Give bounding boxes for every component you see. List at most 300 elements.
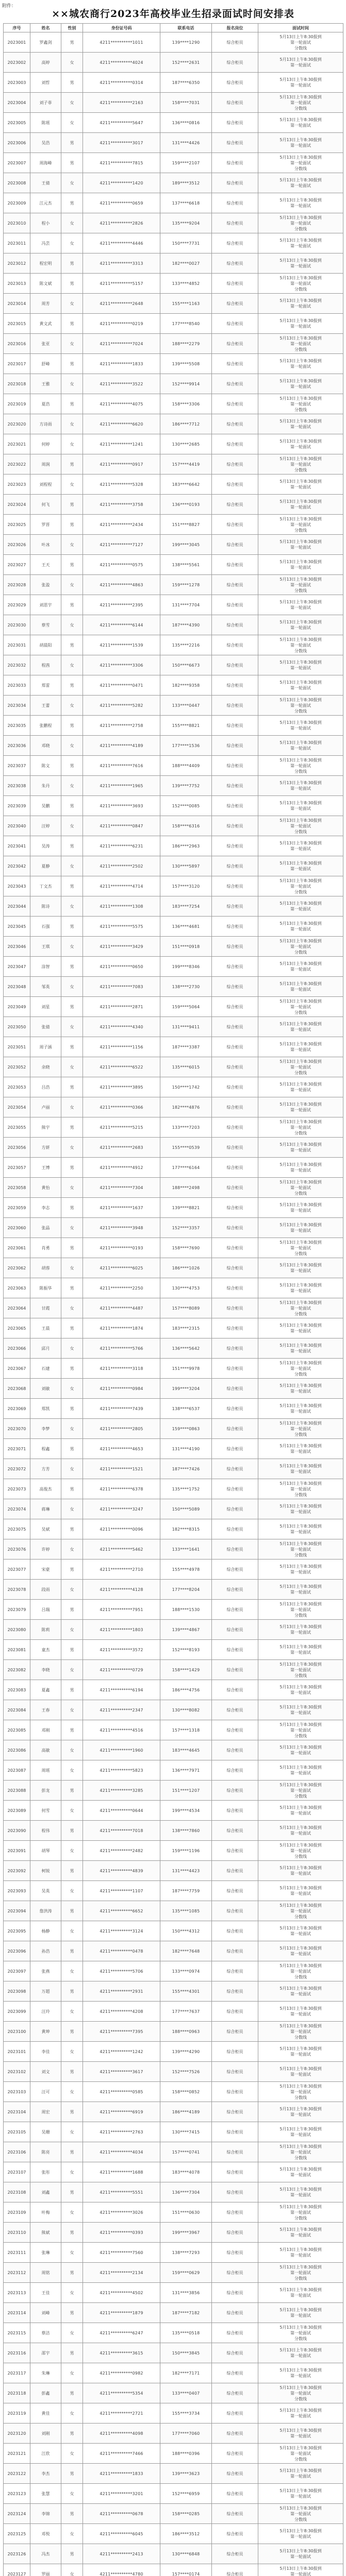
cell-id-number: 4211**********7439 — [83, 1399, 160, 1419]
cell-position: 综合柜员 — [212, 32, 258, 53]
cell-seq: 2023090 — [4, 1821, 30, 1841]
table-row — [4, 1379, 343, 1399]
cell-id-number: 4211**********7127 — [83, 535, 160, 555]
cell-position: 综合柜员 — [212, 515, 258, 535]
cell-gender: 男 — [61, 2504, 83, 2524]
cell-phone: 139****8821 — [160, 1198, 212, 1218]
cell-position: 综合柜员 — [212, 1479, 258, 1499]
cell-name: 胡蓉 — [30, 1258, 61, 1278]
cell-phone: 130****8082 — [160, 1700, 212, 1720]
cell-gender: 女 — [61, 1921, 83, 1941]
cell-interview-time: 5月13日上午8:30报到 第一轮面试 — [258, 73, 343, 93]
cell-interview-time: 5月13日上午8:30报到 第一轮面试 — [258, 1338, 343, 1359]
cell-phone: 159****0863 — [160, 1419, 212, 1439]
table-row — [4, 1560, 343, 1580]
cell-gender: 女 — [61, 696, 83, 716]
cell-interview-time: 5月13日上午8:30报到 第一轮面试 — [258, 1941, 343, 1961]
cell-phone: 150****4312 — [160, 1921, 212, 1941]
cell-seq: 2023107 — [4, 2162, 30, 2182]
cell-name: 张倩 — [30, 1017, 61, 1037]
cell-gender: 男 — [61, 1158, 83, 1178]
cell-phone: 157****4419 — [160, 454, 212, 474]
table-row — [4, 1238, 343, 1258]
cell-gender: 男 — [61, 1399, 83, 1419]
cell-seq: 2023061 — [4, 1238, 30, 1258]
cell-interview-time: 5月13日上午8:30报到 第一轮面试 — [258, 1821, 343, 1841]
cell-seq: 2023091 — [4, 1841, 30, 1861]
table-row — [4, 1921, 343, 1941]
cell-gender: 男 — [61, 2383, 83, 2403]
cell-position: 综合柜员 — [212, 1740, 258, 1760]
cell-position: 综合柜员 — [212, 2504, 258, 2524]
cell-id-number: 4211**********3247 — [83, 1499, 160, 1519]
table-row — [4, 675, 343, 696]
cell-id-number: 4211**********1521 — [83, 1459, 160, 1479]
cell-interview-time: 5月13日上午8:30报到 第一轮面试 — [258, 1700, 343, 1720]
cell-name: 陈诗 — [30, 896, 61, 917]
cell-interview-time: 5月13日上午8:30报到 第一轮面试 — [258, 2182, 343, 2202]
cell-id-number: 4211**********3124 — [83, 1921, 160, 1941]
cell-position: 综合柜员 — [212, 1359, 258, 1379]
cell-id-number: 4211**********0585 — [83, 2082, 160, 2102]
cell-interview-time: 5月13日上午8:30报到 第一轮面试 — [258, 1318, 343, 1338]
cell-seq: 2023125 — [4, 2524, 30, 2544]
cell-seq: 2023070 — [4, 1419, 30, 1439]
cell-id-number: 4211**********6194 — [83, 1680, 160, 1700]
cell-seq: 2023010 — [4, 213, 30, 233]
cell-seq: 2023057 — [4, 1158, 30, 1178]
cell-name: 舒峰 — [30, 354, 61, 374]
cell-interview-time: 5月13日上午8:30报到 第一轮面试 — [258, 133, 343, 153]
cell-phone: 183****4078 — [160, 2162, 212, 2182]
cell-seq: 2023083 — [4, 1680, 30, 1700]
table-row — [4, 1881, 343, 1901]
cell-seq: 2023088 — [4, 1781, 30, 1801]
cell-interview-time: 5月13日上午8:30报到 第一轮面试 分数线 — [258, 93, 343, 113]
cell-phone: 136****0816 — [160, 113, 212, 133]
cell-position: 综合柜员 — [212, 2002, 258, 2022]
cell-position: 综合柜员 — [212, 495, 258, 515]
cell-interview-time: 5月13日上午8:30报到 第一轮面试 — [258, 1760, 343, 1781]
cell-name: 黄文武 — [30, 314, 61, 334]
cell-gender: 男 — [61, 756, 83, 776]
cell-seq: 2023096 — [4, 1941, 30, 1961]
cell-seq: 2023062 — [4, 1258, 30, 1278]
cell-id-number: 4211**********7304 — [83, 1178, 160, 1198]
cell-name: 方芳 — [30, 1459, 61, 1479]
table-row — [4, 957, 343, 977]
cell-name: 柯锐 — [30, 1861, 61, 1881]
cell-id-number: 4211**********3429 — [83, 937, 160, 957]
cell-phone: 188****2498 — [160, 1178, 212, 1198]
cell-name: 邓晓 — [30, 736, 61, 756]
cell-interview-time: 5月13日上午8:30报到 第一轮面试 分数线 — [258, 1238, 343, 1258]
cell-gender: 男 — [61, 917, 83, 937]
cell-interview-time: 5月13日上午8:30报到 第一轮面试 — [258, 113, 343, 133]
cell-name: 邹英 — [30, 977, 61, 997]
cell-name: 刘峰 — [30, 2303, 61, 2323]
cell-seq: 2023092 — [4, 1861, 30, 1881]
cell-id-number: 4211**********0314 — [83, 73, 160, 93]
cell-seq: 2023003 — [4, 73, 30, 93]
table-row — [4, 2343, 343, 2363]
cell-name: 胡晨阳 — [30, 635, 61, 655]
cell-interview-time: 5月13日上午8:30报到 第一轮面试 — [258, 294, 343, 314]
table-row — [4, 2484, 343, 2504]
cell-phone: 199****4534 — [160, 1801, 212, 1821]
cell-name: 刘星 — [30, 997, 61, 1017]
cell-interview-time: 5月13日上午8:30报到 第一轮面试 — [258, 53, 343, 73]
cell-gender: 男 — [61, 2102, 83, 2122]
cell-name: 高敏 — [30, 1740, 61, 1760]
cell-gender: 女 — [61, 233, 83, 253]
cell-seq: 2023079 — [4, 1600, 30, 1620]
table-row — [4, 294, 343, 314]
cell-seq: 2023086 — [4, 1740, 30, 1760]
cell-position: 综合柜员 — [212, 635, 258, 655]
cell-interview-time: 5月13日上午8:30报到 第一轮面试 分数线 — [258, 816, 343, 836]
cell-gender: 女 — [61, 1218, 83, 1238]
cell-name: 陈瑶 — [30, 113, 61, 133]
cell-position: 综合柜员 — [212, 1680, 258, 1700]
cell-interview-time: 5月13日上午8:30报到 第一轮面试 — [258, 555, 343, 575]
cell-position: 综合柜员 — [212, 2524, 258, 2544]
cell-phone: 158****6316 — [160, 816, 212, 836]
cell-name: 刘思宇 — [30, 595, 61, 615]
cell-position: 综合柜员 — [212, 454, 258, 474]
cell-interview-time: 5月13日上午8:30报到 第一轮面试 — [258, 1580, 343, 1600]
cell-interview-time: 5月13日上午8:30报到 第一轮面试 分数线 — [258, 1419, 343, 1439]
cell-phone: 136****0193 — [160, 495, 212, 515]
cell-interview-time: 5月13日上午8:30报到 第一轮面试 — [258, 796, 343, 816]
cell-seq: 2023004 — [4, 93, 30, 113]
cell-seq: 2023089 — [4, 1801, 30, 1821]
cell-phone: 157****8089 — [160, 1298, 212, 1318]
table-row — [4, 595, 343, 615]
cell-position: 综合柜员 — [212, 957, 258, 977]
cell-phone: 188****0396 — [160, 2444, 212, 2464]
cell-interview-time: 5月13日上午8:30报到 第一轮面试 分数线 — [258, 394, 343, 414]
cell-name: 余晓 — [30, 1057, 61, 1077]
cell-id-number: 4211**********4189 — [83, 736, 160, 756]
cell-name: 吕浩 — [30, 1077, 61, 1097]
cell-name: 冯芸 — [30, 233, 61, 253]
cell-id-number: 4211**********7560 — [83, 2243, 160, 2263]
cell-phone: 159****5064 — [160, 997, 212, 1017]
cell-name: 陈亮 — [30, 2142, 61, 2162]
cell-name: 程小 — [30, 213, 61, 233]
cell-gender: 女 — [61, 1338, 83, 1359]
col-header-interview-time: 面试时间 — [258, 24, 343, 32]
cell-gender: 男 — [61, 2182, 83, 2202]
cell-position: 综合柜员 — [212, 615, 258, 635]
cell-position: 综合柜员 — [212, 937, 258, 957]
cell-position: 综合柜员 — [212, 1861, 258, 1881]
cell-name: 黄坤 — [30, 2022, 61, 2042]
cell-interview-time: 5月13日上午8:30报到 第一轮面试 — [258, 1499, 343, 1519]
cell-name: 孙浩 — [30, 1941, 61, 1961]
cell-position: 综合柜员 — [212, 595, 258, 615]
cell-position: 综合柜员 — [212, 896, 258, 917]
cell-id-number: 4211**********6620 — [83, 414, 160, 434]
cell-phone: 188****0963 — [160, 2022, 212, 2042]
cell-position: 综合柜员 — [212, 213, 258, 233]
cell-seq: 2023087 — [4, 1760, 30, 1781]
cell-id-number: 4211**********3693 — [83, 796, 160, 816]
cell-id-number: 4211**********6378 — [83, 1479, 160, 1499]
cell-gender: 女 — [61, 2042, 83, 2062]
cell-position: 综合柜员 — [212, 1499, 258, 1519]
cell-interview-time: 5月13日上午8:30报到 第一轮面试 — [258, 354, 343, 374]
cell-position: 综合柜员 — [212, 1258, 258, 1278]
cell-seq: 2023022 — [4, 454, 30, 474]
cell-gender: 男 — [61, 716, 83, 736]
cell-name: 王琪 — [30, 937, 61, 957]
cell-interview-time: 5月13日上午8:30报到 第一轮面试 分数线 — [258, 1178, 343, 1198]
cell-name: 吴鹏 — [30, 796, 61, 816]
cell-seq: 2023047 — [4, 957, 30, 977]
cell-id-number: 4211**********1960 — [83, 1740, 160, 1760]
cell-interview-time: 5月13日上午8:30报到 第一轮面试 分数线 — [258, 1117, 343, 1138]
cell-interview-time: 5月13日上午8:30报到 第一轮面试 — [258, 434, 343, 454]
cell-seq: 2023056 — [4, 1138, 30, 1158]
cell-position: 综合柜员 — [212, 1841, 258, 1861]
cell-gender: 女 — [61, 334, 83, 354]
cell-id-number: 4211**********1308 — [83, 896, 160, 917]
cell-gender: 男 — [61, 1198, 83, 1218]
cell-phone: 150****7731 — [160, 233, 212, 253]
cell-phone: 199****8346 — [160, 957, 212, 977]
cell-name: 周芳 — [30, 294, 61, 314]
cell-gender: 男 — [61, 1640, 83, 1660]
table-row — [4, 736, 343, 756]
cell-name: 陈文 — [30, 756, 61, 776]
cell-gender: 男 — [61, 2343, 83, 2363]
table-row — [4, 1399, 343, 1419]
cell-id-number: 4211**********0471 — [83, 675, 160, 696]
cell-gender: 女 — [61, 2002, 83, 2022]
cell-name: 冯杰 — [30, 2544, 61, 2564]
cell-phone: 186****4756 — [160, 1680, 212, 1700]
table-row — [4, 1499, 343, 1519]
cell-gender: 女 — [61, 615, 83, 635]
cell-gender: 女 — [61, 2283, 83, 2303]
cell-seq: 2023041 — [4, 836, 30, 856]
cell-gender: 女 — [61, 2323, 83, 2343]
cell-phone: 152****3357 — [160, 1218, 212, 1238]
cell-interview-time: 5月13日上午8:30报到 第一轮面试 — [258, 1680, 343, 1700]
cell-gender: 女 — [61, 977, 83, 997]
cell-seq: 2023055 — [4, 1117, 30, 1138]
cell-id-number: 4211**********1833 — [83, 354, 160, 374]
cell-interview-time: 5月13日上午8:30报到 第一轮面试 分数线 — [258, 2504, 343, 2524]
cell-interview-time: 5月13日上午8:30报到 第一轮面试 — [258, 1620, 343, 1640]
cell-position: 综合柜员 — [212, 1057, 258, 1077]
cell-gender: 男 — [61, 2544, 83, 2564]
cell-id-number: 4211**********7018 — [83, 1821, 160, 1841]
cell-name: 丁文杰 — [30, 876, 61, 896]
table-row — [4, 776, 343, 796]
cell-position: 综合柜员 — [212, 1379, 258, 1399]
cell-phone: 157****0741 — [160, 2142, 212, 2162]
cell-interview-time: 5月13日上午8:30报到 第一轮面试 分数线 — [258, 515, 343, 535]
cell-phone: 187****3387 — [160, 1037, 212, 1057]
cell-id-number: 4211**********2395 — [83, 595, 160, 615]
cell-interview-time: 5月13日上午8:30报到 第一轮面试 — [258, 1278, 343, 1298]
cell-interview-time: 5月13日上午8:30报到 第一轮面试 分数线 — [258, 2323, 343, 2343]
table-row — [4, 2102, 343, 2122]
cell-phone: 136****4681 — [160, 917, 212, 937]
cell-id-number: 4211**********6025 — [83, 1258, 160, 1278]
cell-position: 综合柜员 — [212, 314, 258, 334]
cell-interview-time: 5月13日上午8:30报到 第一轮面试 — [258, 233, 343, 253]
cell-name: 李佳 — [30, 2042, 61, 2062]
cell-id-number: 4211**********2134 — [83, 2263, 160, 2283]
cell-id-number: 4211**********0393 — [83, 2223, 160, 2243]
cell-id-number: 4211**********4208 — [83, 2002, 160, 2022]
cell-interview-time: 5月13日上午8:30报到 第一轮面试 — [258, 1921, 343, 1941]
cell-phone: 186****2963 — [160, 836, 212, 856]
cell-name: 熊斌 — [30, 2223, 61, 2243]
cell-interview-time: 5月13日上午8:30报到 第一轮面试 — [258, 1981, 343, 2002]
cell-phone: 187****7759 — [160, 1881, 212, 1901]
cell-seq: 2023123 — [4, 2484, 30, 2504]
table-row — [4, 1359, 343, 1379]
table-row — [4, 1097, 343, 1117]
cell-id-number: 4211**********3572 — [83, 1640, 160, 1660]
cell-seq: 2023082 — [4, 1660, 30, 1680]
cell-position: 综合柜员 — [212, 1178, 258, 1198]
cell-phone: 152****9914 — [160, 374, 212, 394]
cell-name: 吴涛 — [30, 836, 61, 856]
cell-interview-time: 5月13日上午8:30报到 第一轮面试 — [258, 414, 343, 434]
table-row — [4, 213, 343, 233]
cell-gender: 男 — [61, 314, 83, 334]
cell-id-number: 4211**********6231 — [83, 836, 160, 856]
cell-name: 何飞 — [30, 495, 61, 515]
cell-gender: 女 — [61, 1097, 83, 1117]
cell-name: 詹洪涛 — [30, 1901, 61, 1921]
cell-id-number: 4211**********0984 — [83, 1379, 160, 1399]
col-header-seq: 序号 — [4, 24, 30, 32]
cell-name: 周宏 — [30, 2102, 61, 2122]
table-row — [4, 635, 343, 655]
cell-gender: 女 — [61, 1138, 83, 1158]
cell-gender: 男 — [61, 133, 83, 153]
cell-interview-time: 5月13日上午8:30报到 第一轮面试 — [258, 1138, 343, 1158]
cell-phone: 188****2279 — [160, 334, 212, 354]
cell-gender: 男 — [61, 253, 83, 274]
cell-seq: 2023058 — [4, 1178, 30, 1198]
cell-seq: 2023080 — [4, 1620, 30, 1640]
cell-position: 综合柜员 — [212, 1037, 258, 1057]
cell-phone: 186****4189 — [160, 2102, 212, 2122]
cell-gender: 男 — [61, 1238, 83, 1258]
cell-phone: 152****0085 — [160, 796, 212, 816]
attachment-label: 附件： — [2, 4, 17, 9]
cell-position: 综合柜员 — [212, 1961, 258, 1981]
cell-position: 综合柜员 — [212, 1539, 258, 1560]
cell-position: 综合柜员 — [212, 736, 258, 756]
cell-phone: 133****0407 — [160, 2383, 212, 2403]
cell-id-number: 4211**********7024 — [83, 334, 160, 354]
cell-id-number: 4211**********0096 — [83, 1519, 160, 1539]
cell-position: 综合柜员 — [212, 434, 258, 454]
cell-gender: 女 — [61, 474, 83, 495]
cell-position: 综合柜员 — [212, 1077, 258, 1097]
cell-position: 综合柜员 — [212, 414, 258, 434]
cell-name: 万超 — [30, 1981, 61, 2002]
cell-seq: 2023075 — [4, 1519, 30, 1539]
cell-name: 王倩 — [30, 173, 61, 193]
cell-gender: 男 — [61, 555, 83, 575]
cell-id-number: 4211**********4034 — [83, 2142, 160, 2162]
cell-interview-time: 5月13日上午8:30报到 第一轮面试 — [258, 1258, 343, 1278]
table-row — [4, 1620, 343, 1640]
cell-seq: 2023103 — [4, 2082, 30, 2102]
cell-position: 综合柜员 — [212, 1459, 258, 1479]
cell-interview-time: 5月13日上午8:30报到 第一轮面试 — [258, 1158, 343, 1178]
cell-position: 综合柜员 — [212, 1781, 258, 1801]
cell-id-number: 4211**********4446 — [83, 233, 160, 253]
cell-id-number: 4211**********2648 — [83, 294, 160, 314]
cell-seq: 2023115 — [4, 2323, 30, 2343]
cell-phone: 199****3204 — [160, 1379, 212, 1399]
cell-name: 何雪 — [30, 1801, 61, 1821]
cell-id-number: 4211**********6144 — [83, 615, 160, 635]
cell-phone: 130****7415 — [160, 2122, 212, 2142]
cell-name: 蔡雪 — [30, 615, 61, 635]
cell-id-number: 4211**********1011 — [83, 32, 160, 53]
table-row — [4, 1218, 343, 1238]
cell-seq: 2023053 — [4, 1077, 30, 1097]
cell-interview-time: 5月13日上午8:30报到 第一轮面试 — [258, 1740, 343, 1760]
cell-name: 吴英 — [30, 1881, 61, 1901]
table-row — [4, 1901, 343, 1921]
cell-interview-time: 5月13日上午8:30报到 第一轮面试 分数线 — [258, 2202, 343, 2223]
cell-phone: 150****3845 — [160, 2343, 212, 2363]
cell-gender: 女 — [61, 1881, 83, 1901]
cell-id-number: 4211**********3615 — [83, 2343, 160, 2363]
cell-id-number: 4211**********3306 — [83, 655, 160, 675]
cell-name: 蔡洁 — [30, 2323, 61, 2343]
cell-gender: 女 — [61, 1057, 83, 1077]
cell-id-number: 4211**********6247 — [83, 2323, 160, 2343]
cell-id-number: 4211**********2413 — [83, 2544, 160, 2564]
cell-name: 王春 — [30, 1700, 61, 1720]
cell-id-number: 4211**********5354 — [83, 2383, 160, 2403]
cell-gender: 男 — [61, 515, 83, 535]
cell-position: 综合柜员 — [212, 253, 258, 274]
cell-seq: 2023049 — [4, 997, 30, 1017]
cell-interview-time: 5月13日上午8:30报到 第一轮面试 分数线 — [258, 153, 343, 173]
cell-name: 张彤 — [30, 2162, 61, 2182]
cell-seq: 2023020 — [4, 414, 30, 434]
cell-position: 综合柜员 — [212, 2403, 258, 2424]
cell-name: 熊宇 — [30, 1117, 61, 1138]
cell-name: 涂智 — [30, 957, 61, 977]
table-row — [4, 1258, 343, 1278]
cell-seq: 2023071 — [4, 1439, 30, 1459]
cell-seq: 2023106 — [4, 2142, 30, 2162]
table-row — [4, 1439, 343, 1459]
cell-phone: 155****3734 — [160, 2403, 212, 2424]
cell-name: 王晨 — [30, 1318, 61, 1338]
cell-position: 综合柜员 — [212, 1981, 258, 2002]
cell-name: 周瑶 — [30, 1760, 61, 1781]
cell-position: 综合柜员 — [212, 1941, 258, 1961]
cell-phone: 133****0974 — [160, 1961, 212, 1981]
